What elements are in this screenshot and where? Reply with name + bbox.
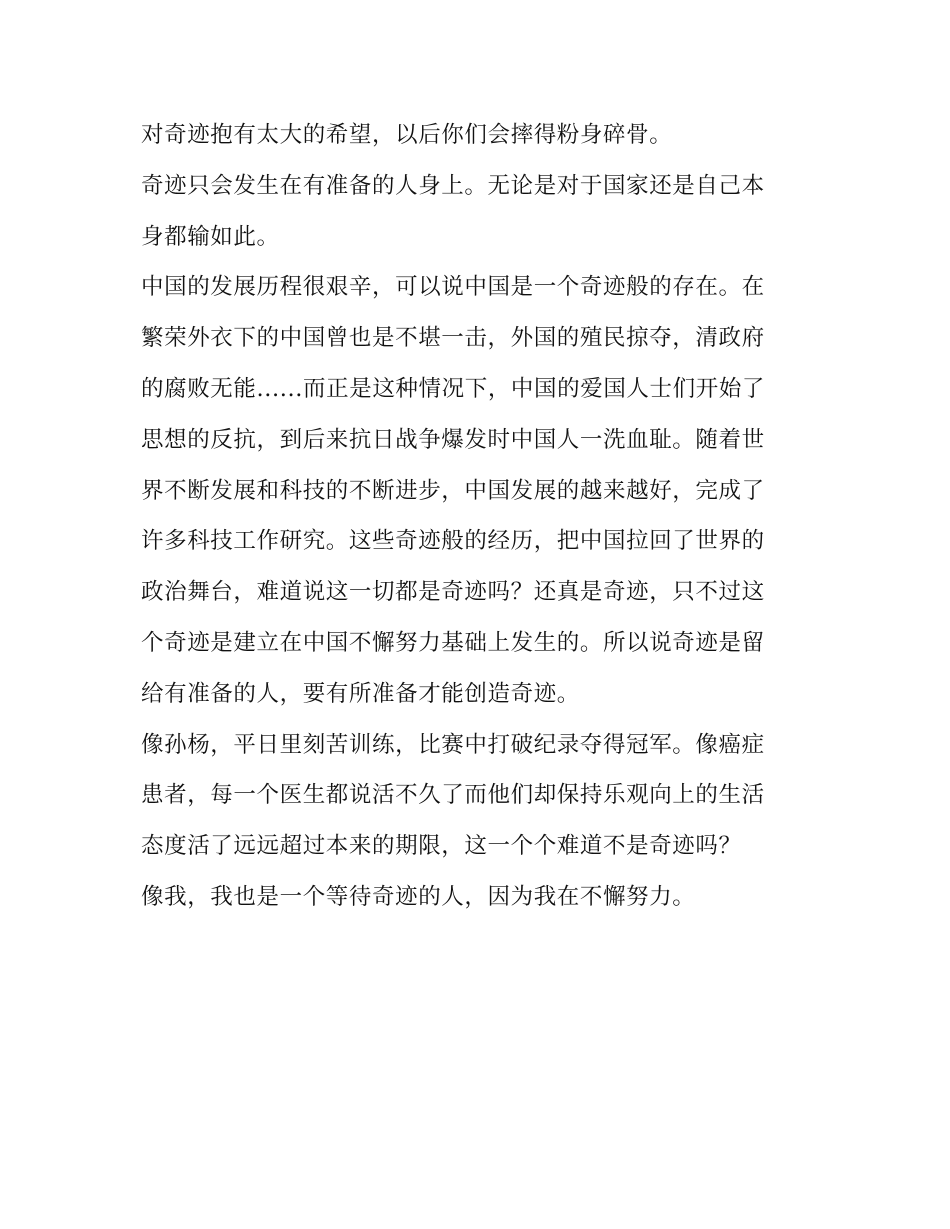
- text-line: 对奇迹抱有太大的希望，以后你们会摔得粉身碎骨。: [141, 122, 673, 148]
- text-line: 给有准备的人，要有所准备才能创造奇迹。: [141, 680, 580, 707]
- text-line: 繁荣外衣下的中国曾也是不堪一击，外国的殖民掠夺，清政府: [141, 325, 765, 352]
- text-line: 像我，我也是一个等待奇迹的人，因为我在不懈努力。: [141, 883, 696, 910]
- text-line: 中国的发展历程很艰辛，可以说中国是一个奇迹般的存在。在: [141, 274, 765, 301]
- text-line: 患者，每一个医生都说活不久了而他们却保持乐观向上的生活: [141, 782, 765, 809]
- text-line: 政治舞台，难道说这一切都是奇迹吗？还真是奇迹，只不过这: [141, 579, 765, 606]
- text-line: 态度活了远远超过本来的期限，这一个个难道不是奇迹吗？: [141, 833, 742, 860]
- text-line: 许多科技工作研究。这些奇迹般的经历，把中国拉回了世界的: [141, 528, 765, 555]
- text-line: 界不断发展和科技的不断进步，中国发展的越来越好，完成了: [141, 477, 765, 504]
- text-line: 思想的反抗，到后来抗日战争爆发时中国人一洗血耻。随着世: [141, 426, 765, 453]
- text-line: 身都输如此。: [141, 223, 280, 250]
- text-line: 像孙杨，平日里刻苦训练，比赛中打破纪录夺得冠军。像癌症: [141, 731, 765, 758]
- text-line: 的腐败无能......而正是这种情况下，中国的爱国人士们开始了: [141, 375, 766, 402]
- document-body: [141, 110, 821, 923]
- text-line: 奇迹只会发生在有准备的人身上。无论是对于国家还是自己本: [141, 172, 765, 199]
- text-line: 个奇迹是建立在中国不懈努力基础上发生的。所以说奇迹是留: [141, 629, 765, 656]
